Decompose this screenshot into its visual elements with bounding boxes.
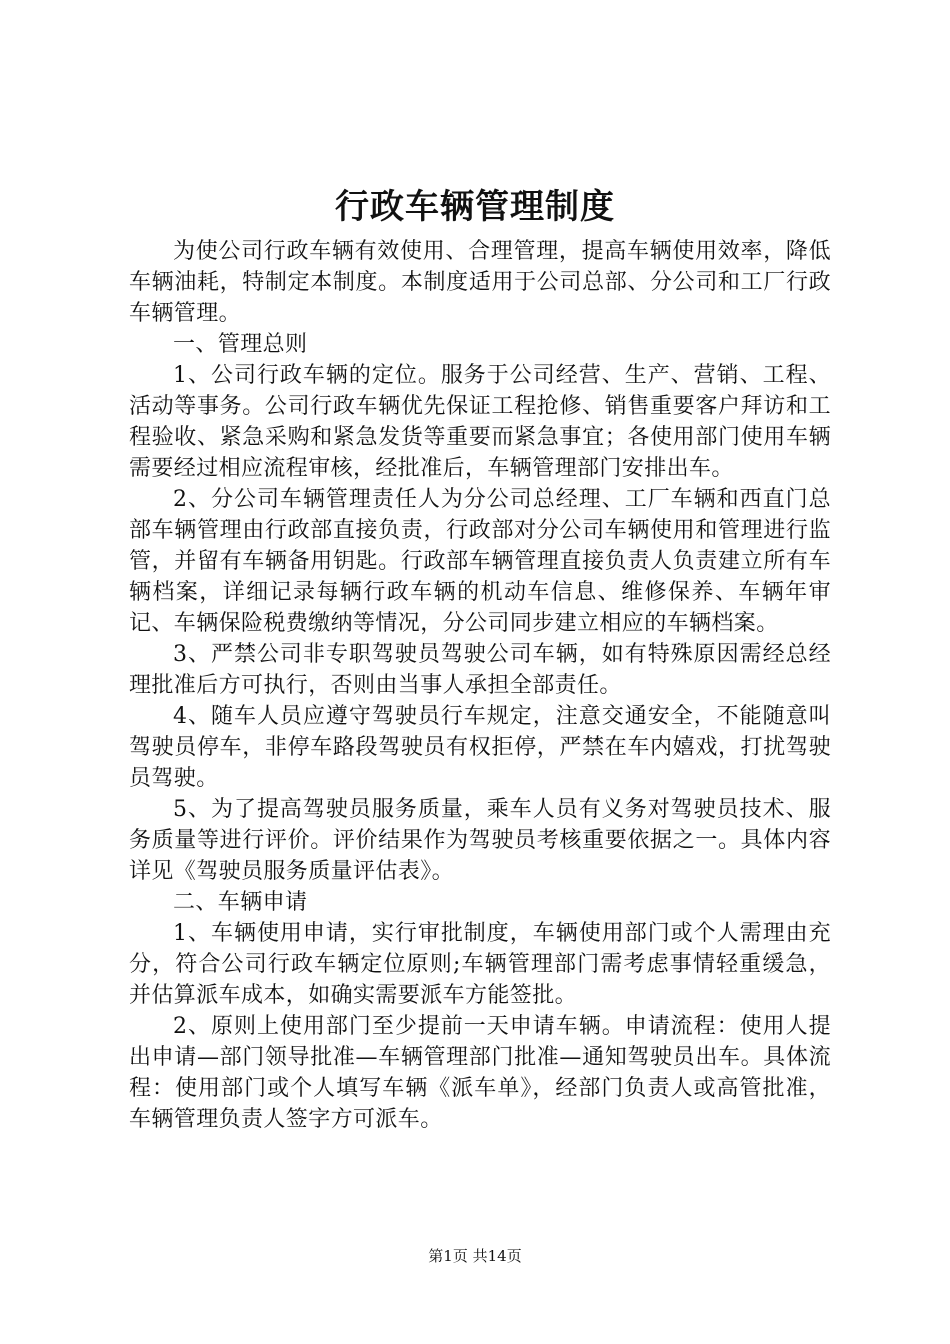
- paragraph-general-2: 2、分公司车辆管理责任人为分公司总经理、工厂车辆和西直门总部车辆管理由行政部直接负责，行政部对分公司车辆使用和管理进行监管，并留有车辆备用钥匙。行政部车辆管理直接负责人负责建立所有车辆档案，详细记录每辆行政车辆的机动车信息、维修保养、车辆年审记、车辆保险税费缴纳等情况，分公司同步建立相应的车辆档案。: [129, 487, 831, 636]
- section-heading-application: 二、车辆申请: [173, 890, 308, 915]
- paragraph-general-3: 3、严禁公司非专职驾驶员驾驶公司车辆，如有特殊原因需经总经理批准后方可执行，否则由当事人承担全部责任。: [129, 642, 831, 698]
- section-heading-general: 一、管理总则: [173, 332, 308, 357]
- page-number-footer: 第1页 共14页: [428, 1247, 522, 1265]
- document-title: 行政车辆管理制度: [335, 187, 615, 227]
- paragraph-general-4: 4、随车人员应遵守驾驶员行车规定，注意交通安全，不能随意叫驾驶员停车，非停车路段驾驶员有权拒停，严禁在车内嬉戏，打扰驾驶员驾驶。: [129, 704, 831, 791]
- paragraph-general-5: 5、为了提高驾驶员服务质量，乘车人员有义务对驾驶员技术、服务质量等进行评价。评价结果作为驾驶员考核重要依据之一。具体内容详见《驾驶员服务质量评估表》。: [129, 797, 831, 884]
- intro-paragraph: 为使公司行政车辆有效使用、合理管理，提高车辆使用效率，降低车辆油耗，特制定本制度。本制度适用于公司总部、分公司和工厂行政车辆管理。: [129, 239, 831, 326]
- paragraph-general-1: 1、公司行政车辆的定位。服务于公司经营、生产、营销、工程、活动等事务。公司行政车辆优先保证工程抢修、销售重要客户拜访和工程验收、紧急采购和紧急发货等重要而紧急事宜；各使用部门使用车辆需要经过相应流程审核，经批准后，车辆管理部门安排出车。: [129, 363, 831, 481]
- paragraph-application-2: 2、原则上使用部门至少提前一天申请车辆。申请流程：使用人提出申请—部门领导批准—车辆管理部门批准—通知驾驶员出车。具体流程：使用部门或个人填写车辆《派车单》，经部门负责人或高管批准，车辆管理负责人签字方可派车。: [129, 1014, 831, 1132]
- document-body: [129, 236, 831, 1135]
- paragraph-application-1: 1、车辆使用申请，实行审批制度，车辆使用部门或个人需理由充分，符合公司行政车辆定位原则;车辆管理部门需考虑事情轻重缓急，并估算派车成本，如确实需要派车方能签批。: [129, 921, 831, 1008]
